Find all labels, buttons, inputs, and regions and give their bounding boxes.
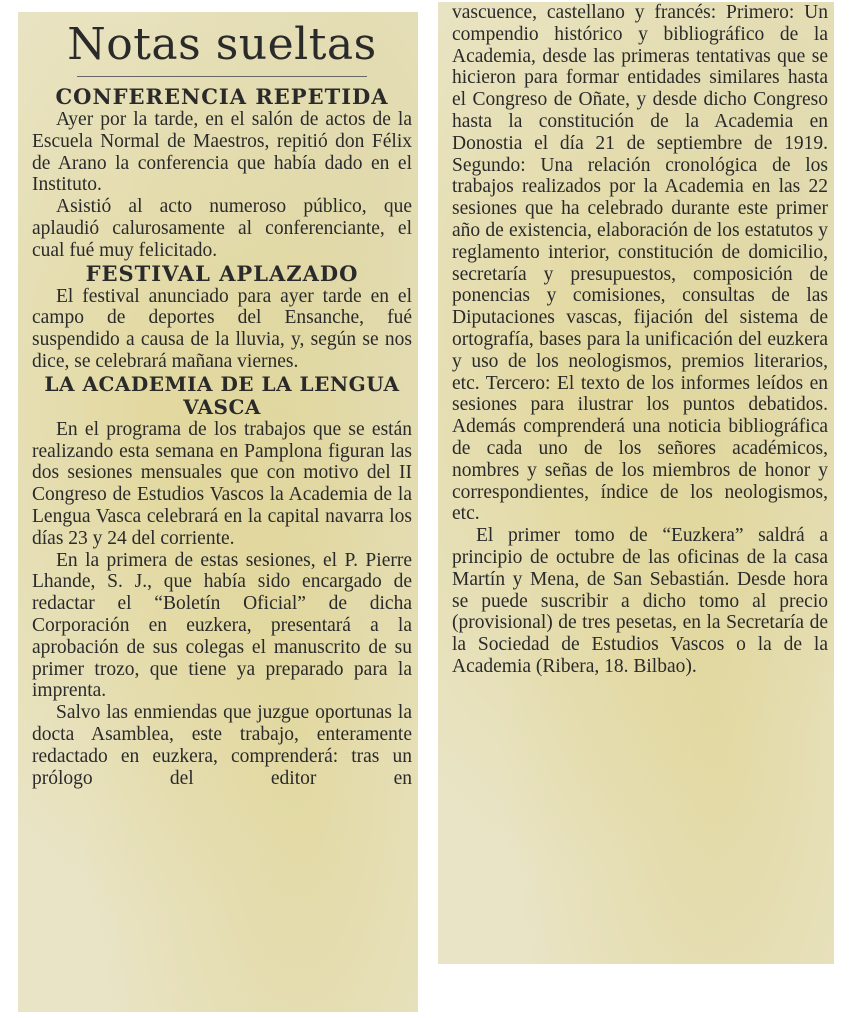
headline-festival: FESTIVAL APLAZADO [85, 260, 359, 286]
article-paragraph: En el programa de los trabajos que se están realizando esta semana en Pamplona figuran las dos sesiones mensuales que con motivo del II Congreso de Estudios Vascos la Academia de la Lengua Vasca celebrará en la capital navarra los días 23 y 24 del corriente. [32, 418, 412, 549]
headline-conferencia: CONFERENCIA REPETIDA [55, 84, 389, 109]
headline-academia: LA ACADEMIA DE LA LENGUA VASCA [44, 371, 400, 419]
title-rule [77, 76, 367, 77]
article-paragraph: Asistió al acto numeroso público, que aplaudió calurosamente al conferenciante, el cual fué muy felicitado. [32, 196, 412, 261]
article-paragraph: En la primera de estas sesiones, el P. Pierre Lhande, S. J., que había sido encargado de redactar el “Boletín Oficial” de dicha Corporación en euzkera, presentará a la aprobación de sus colegas el manuscrito de su primer trozo, que tiene ya preparado para la imprenta. [32, 549, 412, 702]
article-paragraph-continued: vascuence, castellano y francés: Primero: Un compendio histórico y bibliográfico de la Academia, desde las primeras tentativas que se hicieron para formar entidades similares hasta el Congreso de Oñate, y desde dicho Congreso hasta la constitución de la Academia en Donostia el día 21 de septiembre de 1919. Segundo: Una relación cronológica de los trabajos realizados por la Academia en las 22 sesiones que ha celebrado durante este primer año de existencia, elaboración de los estatutos y reglamento interior, constitución de domicilio, secretaría y presupuestos, composición de ponencias y comisiones, consultas de las Diputaciones vascas, fijación del sistema de ortografía, bases para la unificación del euzkera y uso de los neologismos, premios literarios, etc. Tercero: El texto de los informes leídos en sesiones para ilustrar los puntos debatidos. Además comprenderá una noticia bibliográfica de cada uno de los señores académicos, nombres y señas de los miembros de honor y correspondientes, índice de los neologismos, etc. [452, 2, 828, 525]
section-title: Notas sueltas [67, 19, 377, 70]
clipping-left-column [18, 12, 418, 1012]
clipping-right-column [438, 2, 834, 964]
article-paragraph: El festival anunciado para ayer tarde en el campo de deportes del Ensanche, fué suspendido a causa de la lluvia, y, según se nos dice, se celebrará mañana viernes. [32, 285, 412, 372]
article-paragraph: Ayer por la tarde, en el salón de actos de la Escuela Normal de Maestros, repitió don Félix de Arano la conferencia que había dado en el Instituto. [32, 109, 412, 196]
article-paragraph: El primer tomo de “Euzkera” saldrá a principio de octubre de las oficinas de la casa Martín y Mena, de San Sebastián. Desde hora se puede suscribir a dicho tomo al precio (provisional) de tres pesetas, en la Secretaría de la Sociedad de Estudios Vascos o la de la Academia (Ribera, 18. Bilbao). [452, 525, 828, 677]
article-paragraph: Salvo las enmiendas que juzgue oportunas la docta Asamblea, este trabajo, enteramente redactado en euzkera, comprenderá: tras un prólogo del editor en [32, 702, 412, 789]
